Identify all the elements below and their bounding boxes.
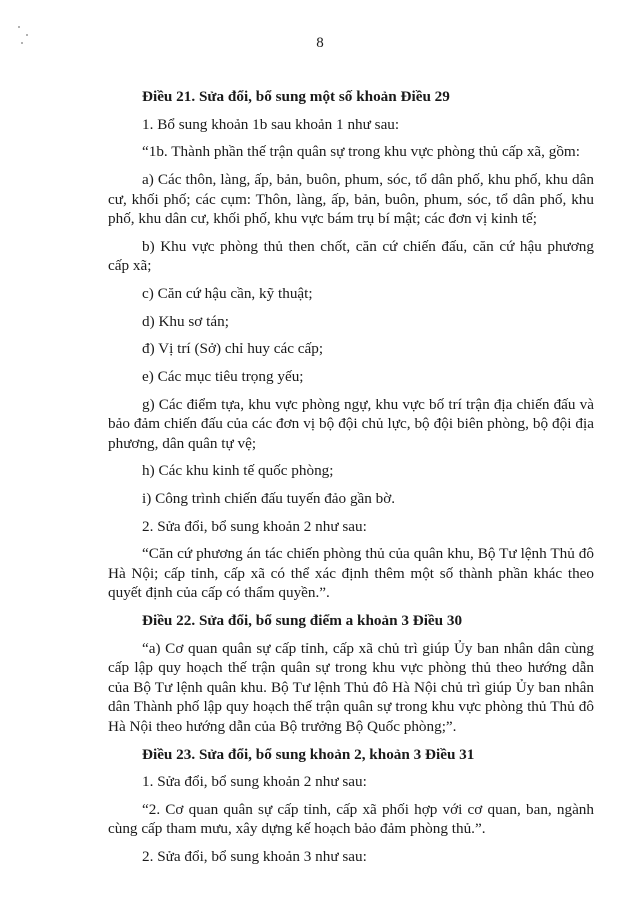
article-23-heading: Điều 23. Sửa đổi, bổ sung khoản 2, khoản 3 Điều 31 [142, 745, 475, 763]
document-body [108, 87, 594, 875]
paragraph: b) Khu vực phòng thủ then chốt, căn cứ chiến đấu, căn cứ hậu phương cấp xã; [108, 237, 594, 275]
paragraph: “Căn cứ phương án tác chiến phòng thủ của quân khu, Bộ Tư lệnh Thủ đô Hà Nội; cấp tỉnh, cấp xã có thể xác định thêm một số thành phần khác theo quyết định của cấp có thẩm quyền.”. [108, 545, 594, 602]
paragraph: c) Căn cứ hậu cần, kỹ thuật; [142, 284, 313, 302]
paragraph: 2. Sửa đổi, bổ sung khoản 2 như sau: [142, 517, 367, 535]
paragraph: 1. Bổ sung khoản 1b sau khoản 1 như sau: [142, 115, 400, 133]
paragraph: 1. Sửa đổi, bổ sung khoản 2 như sau: [142, 773, 367, 791]
paragraph: h) Các khu kinh tế quốc phòng; [142, 462, 334, 480]
paragraph: g) Các điểm tựa, khu vực phòng ngự, khu vực bố trí trận địa chiến đấu và bảo đảm chiến đấu của các đơn vị bộ đội chủ lực, bộ đội biên phòng, bộ đội địa phương, dân quân tự vệ; [108, 395, 594, 452]
paragraph: i) Công trình chiến đấu tuyến đảo gần bờ. [142, 490, 396, 508]
paragraph: 2. Sửa đổi, bổ sung khoản 3 như sau: [142, 848, 367, 866]
paragraph: “a) Cơ quan quân sự cấp tỉnh, cấp xã chủ trì giúp Ủy ban nhân dân cùng cấp lập quy hoạch thế trận quân sự trong khu vực phòng thủ theo hướng dẫn của Bộ Tư lệnh quân khu. Bộ Tư lệnh Thủ đô Hà Nội chủ trì giúp Ủy ban nhân dân Thành phố lập quy hoạch thế trận quân sự trong khu vực phòng thủ Thủ đô Hà Nội theo hướng dẫn của Bộ trưởng Bộ Quốc phòng;”. [108, 639, 594, 735]
paragraph: đ) Vị trí (Sở) chỉ huy các cấp; [142, 340, 324, 358]
article-21-heading: Điều 21. Sửa đổi, bổ sung một số khoản Điều 29 [142, 88, 450, 105]
paragraph: “2. Cơ quan quân sự cấp tỉnh, cấp xã phối hợp với cơ quan, ban, ngành cùng cấp tham mưu, xây dựng kế hoạch bảo đảm phòng thủ.”. [108, 800, 594, 838]
article-22-heading: Điều 22. Sửa đổi, bổ sung điểm a khoản 3 Điều 30 [142, 612, 463, 630]
paragraph: a) Các thôn, làng, ấp, bản, buôn, phum, sóc, tổ dân phố, khu phố, khu dân cư, khối phố; các cụm: Thôn, làng, ấp, bản, buôn, phum, sóc, tổ dân phố, khu phố, khu dân cư, khối phố, khu vực bám trụ bí mật; các đơn vị kinh tế; [108, 171, 594, 228]
paragraph: d) Khu sơ tán; [142, 312, 229, 330]
paragraph: “1b. Thành phần thế trận quân sự trong khu vực phòng thủ cấp xã, gồm: [142, 143, 580, 161]
page-number: 8 [316, 35, 324, 51]
paragraph: e) Các mục tiêu trọng yếu; [142, 368, 304, 385]
